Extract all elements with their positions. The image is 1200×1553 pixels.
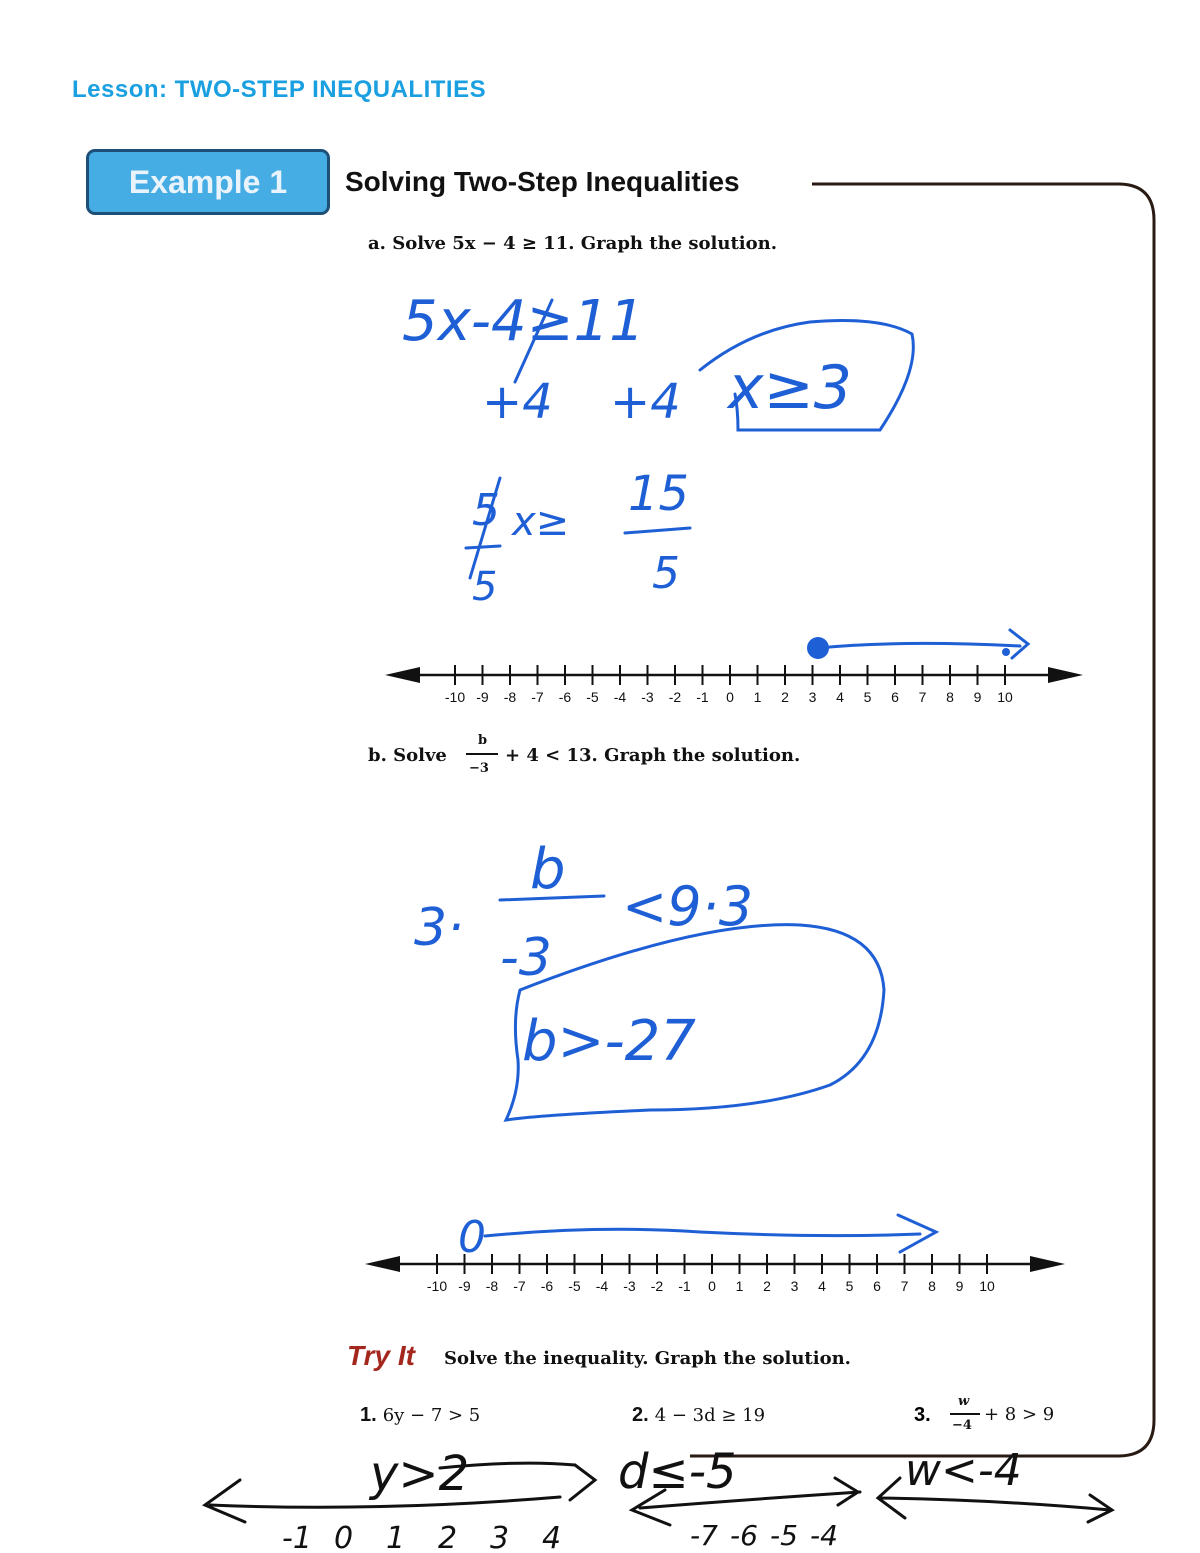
number-line-b-tick-label: -10 <box>426 1278 448 1294</box>
number-line-a-tick-label: 7 <box>918 689 927 705</box>
number-line-a-tick-label: -5 <box>586 689 599 705</box>
number-line-a-tick-label: 3 <box>808 689 817 705</box>
number-line-b-tick-label: -9 <box>458 1278 471 1294</box>
number-line-a-tick-label: -9 <box>476 689 489 705</box>
hw-try-line1-label: 2 <box>438 1521 458 1553</box>
hw-a-frac-left-den: 5 <box>472 564 498 610</box>
number-line-a-tick-label: -8 <box>503 689 517 705</box>
number-line-a-tick-label: -6 <box>558 689 572 705</box>
exercise-2-text: 4 − 3d ≥ 19 <box>654 1405 766 1426</box>
hw-try-line1-label: 0 <box>334 1521 354 1553</box>
number-line-b-tick-label: 2 <box>763 1278 771 1294</box>
hw-a-frac-right-den: 5 <box>652 548 680 599</box>
number-line-b-tick-label: -5 <box>568 1278 581 1294</box>
number-line-a-tick-label: 4 <box>836 689 844 705</box>
number-line-a-tick-label: 9 <box>973 689 982 705</box>
hw-b-frac-bar <box>500 896 604 900</box>
try-it-instruction: Solve the inequality. Graph the solution. <box>444 1348 851 1369</box>
exercise-3-num: 3. <box>914 1404 931 1426</box>
number-line-a-tick-label: -2 <box>668 689 682 705</box>
hw-b-answer: b>-27 <box>522 1009 696 1074</box>
problem-b-frac-den: −3 <box>469 761 489 776</box>
number-line-b-tick-label: -1 <box>678 1278 691 1294</box>
number-line-b-tick-label: 4 <box>818 1278 826 1294</box>
hw-a-line1: 5x-4≥11 <box>402 289 645 354</box>
hw-try-line1-label: -1 <box>282 1521 312 1553</box>
problem-a-text: a. Solve 5x − 4 ≥ 11. Graph the solution. <box>368 233 777 254</box>
number-line-a <box>385 665 1083 705</box>
try-it-label: Try It <box>347 1340 415 1371</box>
number-line-b-tick-label: 10 <box>979 1278 995 1294</box>
number-line-b-tick-label: 1 <box>735 1278 744 1294</box>
number-line-b-tick-label: 0 <box>708 1278 716 1294</box>
number-line-a-tick-label: -4 <box>613 689 627 705</box>
hw-try-ans1: y>2 <box>370 1446 470 1502</box>
hw-a-plus4-left: +4 <box>482 374 553 430</box>
hw-try-line2-label: -4 <box>810 1519 838 1552</box>
graph-a-ray <box>818 643 1020 648</box>
hw-try-line3 <box>880 1498 1110 1510</box>
lesson-title: Lesson: TWO-STEP INEQUALITIES <box>72 76 487 103</box>
hw-a-plus4-right: +4 <box>610 374 681 430</box>
problem-b-frac-num: b <box>478 733 488 748</box>
hw-try-line2-label: -6 <box>730 1519 758 1552</box>
number-line-a-tick-label: 8 <box>946 689 954 705</box>
number-line-b-tick-label: -6 <box>540 1278 554 1294</box>
hw-b-mult-left: 3· <box>414 898 464 958</box>
number-line-b-tick-label: 6 <box>873 1278 881 1294</box>
hw-a-frac-right-num: 15 <box>628 466 690 522</box>
number-line-b-tick-label: -3 <box>623 1278 636 1294</box>
number-line-b-tick-label: 7 <box>900 1278 909 1294</box>
exercise-3-text: + 8 > 9 <box>984 1404 1055 1425</box>
number-line-b-tick-label: -7 <box>513 1278 526 1294</box>
hw-a-answer: x≥3 <box>728 353 852 423</box>
example-badge: Example 1 <box>86 149 330 215</box>
example-heading: Solving Two-Step Inequalities <box>345 166 740 197</box>
hw-b-rhs: <9·3 <box>622 875 754 938</box>
number-line-a-tick-label: -10 <box>444 689 466 705</box>
exercise-1-text: 6y − 7 > 5 <box>382 1405 481 1426</box>
problem-b-text-before: b. Solve <box>368 745 447 766</box>
hw-b-open-point: 0 <box>458 1212 486 1263</box>
number-line-a-tick-label: 5 <box>863 689 872 705</box>
exercise-1-num: 1. <box>360 1404 377 1426</box>
hw-a-frac-left-bar <box>466 546 500 548</box>
hw-a-frac-left-op: x≥ <box>512 499 570 545</box>
number-line-a-tick-label: -1 <box>696 689 709 705</box>
hw-try-line2-label: -5 <box>770 1519 798 1552</box>
number-line-a-tick-label: 6 <box>891 689 899 705</box>
hw-try-ans3: w<-4 <box>905 1445 1022 1496</box>
number-line-b-tick-label: 9 <box>955 1278 964 1294</box>
problem-b-text-after: + 4 < 13. Graph the solution. <box>505 745 801 766</box>
number-line-a-tick-label: 0 <box>726 689 734 705</box>
hw-try-line1-right-arrow <box>570 1465 595 1500</box>
exercise-3-frac-num: w <box>958 1394 970 1409</box>
hw-a-frac-right-bar <box>625 528 690 533</box>
number-line-b-tick-label: 8 <box>928 1278 936 1294</box>
hw-try-line1-label: 1 <box>386 1521 406 1553</box>
number-line-a-tick-label: -7 <box>531 689 544 705</box>
hw-try-line1-label: 4 <box>542 1521 562 1553</box>
number-line-a-tick-label: 2 <box>781 689 789 705</box>
graph-a-end-dot <box>1002 648 1010 656</box>
hw-b-frac-num: b <box>530 837 566 902</box>
exercise-2-num: 2. <box>632 1404 649 1426</box>
hw-try-line1-label: 3 <box>490 1521 510 1553</box>
number-line-a-tick-label: 1 <box>753 689 762 705</box>
number-line-b-tick-label: -8 <box>485 1278 499 1294</box>
graph-a-closed-point <box>807 637 829 659</box>
hw-try-line2-label: -7 <box>690 1519 718 1552</box>
graph-b-ray <box>485 1229 920 1236</box>
number-line-a-tick-label: -3 <box>641 689 654 705</box>
number-line-b-tick-label: 3 <box>790 1278 799 1294</box>
hw-b-frac-den: -3 <box>500 928 552 988</box>
number-line-a-tick-label: 10 <box>997 689 1013 705</box>
graph-a-arrowhead <box>1010 630 1028 658</box>
hw-a-frac-left-num: 5 <box>472 485 500 536</box>
number-line-b-tick-label: 5 <box>845 1278 854 1294</box>
number-line-b-tick-label: -4 <box>595 1278 609 1294</box>
hw-try-line1-left-arrow <box>205 1480 245 1522</box>
exercise-3-frac-den: −4 <box>952 1418 972 1433</box>
hw-try-ans2: d≤-5 <box>618 1444 737 1500</box>
number-line-b-tick-label: -2 <box>650 1278 664 1294</box>
